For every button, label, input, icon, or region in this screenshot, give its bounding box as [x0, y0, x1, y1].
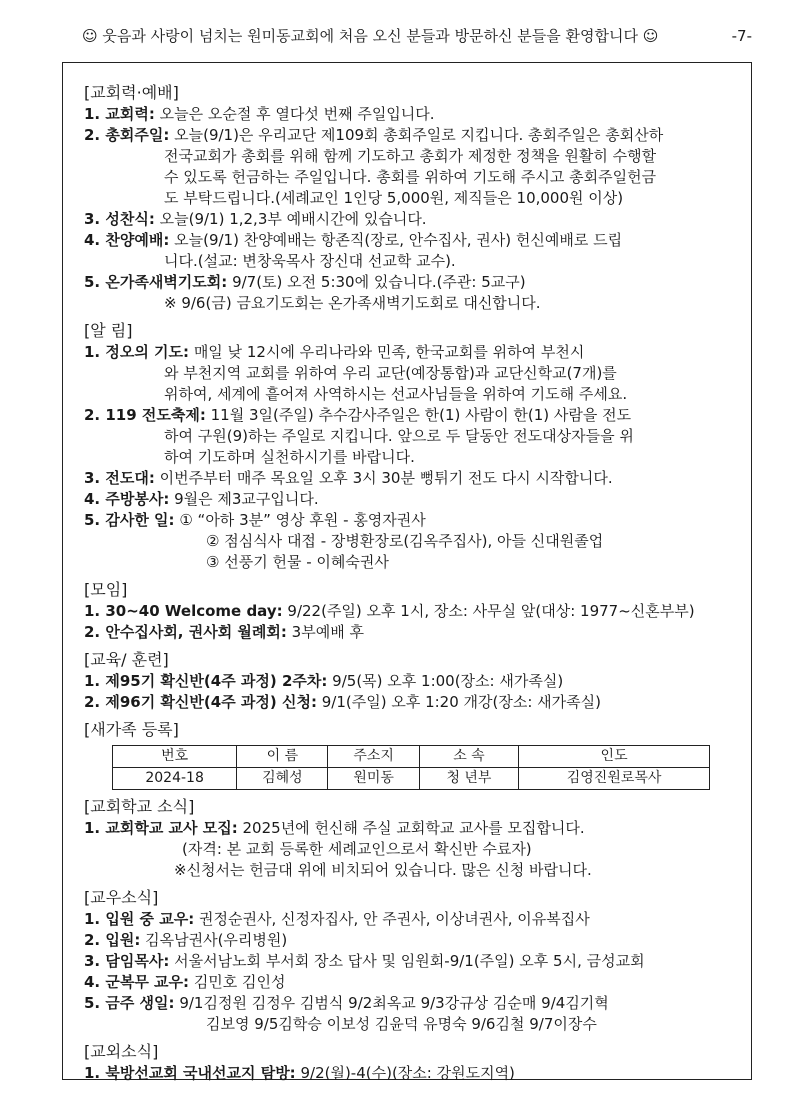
member-item-2: 2. 입원: 김옥남권사(우리병원) [84, 931, 288, 949]
meeting-item-1: 1. 30~40 Welcome day: 9/22(주일) 오후 1시, 장소: 사무실 앞(대상: 1977~신혼부부) [84, 602, 695, 620]
member-item-5: 5. 금주 생일: 9/1김정원 김정우 김범식 9/2최옥교 9/3강규상 김순매 9/4김기혁 [84, 994, 609, 1012]
notice-item-1-cont: 위하여, 세계에 흩어져 사역하시는 선교사님들을 위하여 기도해 주세요. [164, 385, 628, 403]
notice-item-2-cont: 하여 기도하며 실천하시기를 바랍니다. [164, 448, 415, 466]
section-notices [84, 320, 734, 573]
notice-item-5-cont: ② 점심식사 대접 - 장병환장로(김옥주집사), 아들 신대원졸업 [206, 532, 604, 550]
section-title: [교회력·예배] [84, 83, 179, 102]
header-welcome-text: ☺ 웃음과 사랑이 넘치는 원미동교회에 처음 오신 분들과 방문하신 분들을 환영합니다 ☺ [82, 27, 659, 45]
outside-item-1: 1. 북방선교회 국내선교지 탐방: 9/2(월)-4(수)(장소: 강원도지역) [84, 1064, 515, 1082]
bulletin-content [84, 82, 734, 1084]
section-title: [교회학교 소식] [84, 797, 195, 816]
notice-item-5: 5. 감사한 일: ① “아하 3분” 영상 후원 - 홍영자권사 [84, 511, 426, 529]
notice-item-1: 1. 정오의 기도: 매일 낮 12시에 우리나라와 민족, 한국교회를 위하여 부천시 [84, 343, 585, 361]
worship-item-4: 4. 찬양예배: 오늘(9/1) 찬양예배는 항존직(장로, 안수집사, 권사) 헌신예배로 드립 [84, 231, 623, 249]
section-school [84, 796, 734, 881]
notice-item-4: 4. 주방봉사: 9월은 제3교구입니다. [84, 490, 319, 508]
section-title: [교육/ 훈련] [84, 650, 169, 669]
section-title: [알 림] [84, 321, 133, 340]
table-cell: 2024-18 [113, 768, 237, 790]
worship-item-4-cont: 니다.(설교: 변창욱목사 장신대 선교학 교수). [164, 252, 456, 270]
worship-item-1: 1. 교회력: 오늘은 오순절 후 열다섯 번째 주일입니다. [84, 105, 435, 123]
table-header-row [113, 746, 710, 768]
worship-item-2: 2. 총회주일: 오늘(9/1)은 우리교단 제109회 총회주일로 지킵니다. 총회주일은 총회산하 [84, 126, 664, 144]
table-cell: 김영진원로목사 [519, 768, 710, 790]
notice-item-2-cont: 하여 구원(9)하는 주일로 지킵니다. 앞으로 두 달동안 전도대상자들을 위 [164, 427, 634, 445]
section-title: [새가족 등록] [84, 720, 179, 739]
section-registration [84, 719, 734, 790]
worship-item-2-cont: 도 부탁드립니다.(세례교인 1인당 5,000원, 제직들은 10,000원 이상) [164, 189, 624, 207]
section-members [84, 887, 734, 1035]
page-number: -7- [731, 27, 752, 45]
new-family-table [112, 745, 710, 790]
member-item-3: 3. 담임목사: 서울서남노회 부서회 장소 답사 및 임원회-9/1(주일) 오후 5시, 금성교회 [84, 952, 645, 970]
table-header-cell: 주소지 [328, 746, 419, 768]
page-header [60, 26, 760, 46]
school-item-1: 1. 교회학교 교사 모집: 2025년에 헌신해 주실 교회학교 교사를 모집합니다. [84, 819, 585, 837]
table-cell: 원미동 [328, 768, 419, 790]
worship-item-5: 5. 온가족새벽기도회: 9/7(토) 오전 5:30에 있습니다.(주관: 5교구) [84, 273, 526, 291]
table-header-cell: 이 름 [237, 746, 328, 768]
worship-item-3: 3. 성찬식: 오늘(9/1) 1,2,3부 예배시간에 있습니다. [84, 210, 427, 228]
table-header-cell: 소 속 [419, 746, 518, 768]
school-item-1-cont: (자격: 본 교회 등록한 세례교인으로서 확신반 수료자) [182, 840, 532, 858]
worship-item-5-note: ※ 9/6(금) 금요기도회는 온가족새벽기도회로 대신합니다. [164, 294, 541, 312]
notice-item-2: 2. 119 전도축제: 11월 3일(주일) 추수감사주일은 한(1) 사람이 한(1) 사람을 전도 [84, 406, 632, 424]
meeting-item-2: 2. 안수집사회, 권사회 월례회: 3부예배 후 [84, 623, 364, 641]
notice-item-5-cont: ③ 선풍기 헌물 - 이혜숙권사 [206, 553, 389, 571]
member-item-5-cont: 김보영 9/5김학승 이보성 김윤덕 유명숙 9/6김철 9/7이장수 [206, 1015, 597, 1033]
notice-item-3: 3. 전도대: 이번주부터 매주 목요일 오후 3시 30분 뻥튀기 전도 다시 시작합니다. [84, 469, 613, 487]
section-education [84, 649, 734, 713]
education-item-1: 1. 제95기 확신반(4주 과정) 2주차: 9/5(목) 오후 1:00(장소: 새가족실) [84, 672, 564, 690]
member-item-4: 4. 군복무 교우: 김민호 김인성 [84, 973, 286, 991]
worship-item-2-cont: 전국교회가 총회를 위해 함께 기도하고 총회가 제정한 정책을 원활히 수행할 [164, 147, 657, 165]
section-title: [모임] [84, 580, 128, 599]
table-row [113, 768, 710, 790]
table-header-cell: 인도 [519, 746, 710, 768]
section-title: [교외소식] [84, 1042, 159, 1061]
section-outside [84, 1041, 734, 1084]
worship-item-2-cont: 수 있도록 헌금하는 주일입니다. 총회를 위하여 기도해 주시고 총회주일헌금 [164, 168, 657, 186]
table-header-cell: 번호 [113, 746, 237, 768]
member-item-1: 1. 입원 중 교우: 권정순권사, 신정자집사, 안 주권사, 이상녀권사, 이유복집사 [84, 910, 590, 928]
education-item-2: 2. 제96기 확신반(4주 과정) 신청: 9/1(주일) 오후 1:20 개강(장소: 새가족실) [84, 693, 601, 711]
table-cell: 청 년부 [419, 768, 518, 790]
section-title: [교우소식] [84, 888, 159, 907]
table-cell: 김혜성 [237, 768, 328, 790]
section-meetings [84, 579, 734, 643]
notice-item-1-cont: 와 부천지역 교회를 위하여 우리 교단(예장통합)과 교단신학교(7개)를 [164, 364, 617, 382]
school-item-1-note: ※신청서는 헌금대 위에 비치되어 있습니다. 많은 신청 바랍니다. [174, 861, 592, 879]
section-worship [84, 82, 734, 314]
